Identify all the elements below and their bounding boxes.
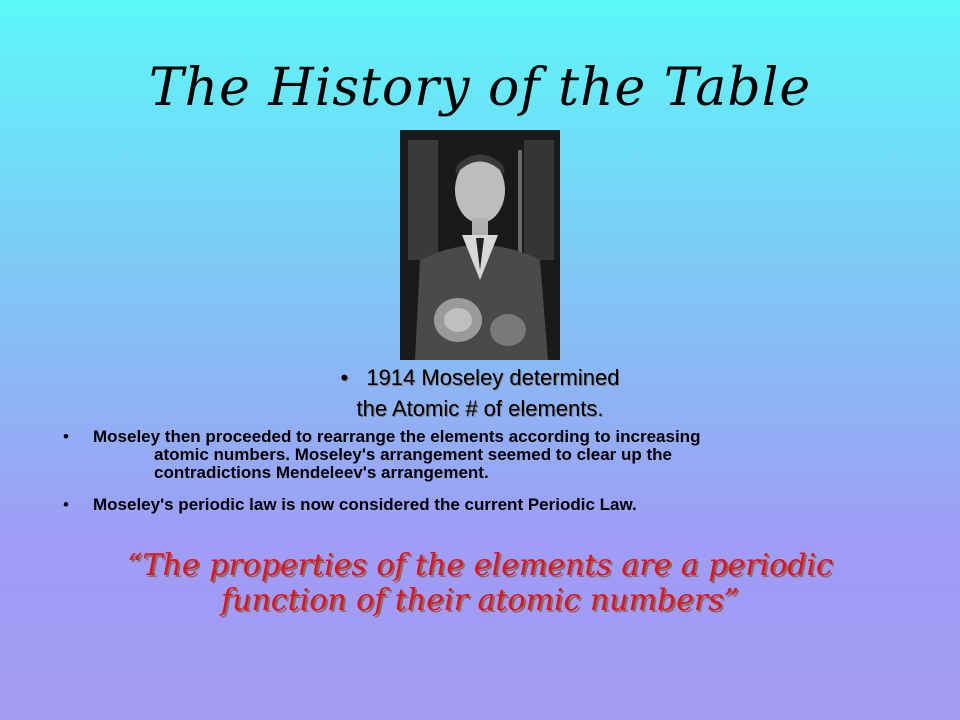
caption-line-2: the Atomic # of elements.	[356, 396, 604, 421]
quote-line-1: “The properties of the elements are a periodic	[127, 548, 833, 583]
caption-bullet: •	[340, 365, 349, 390]
bullet-text-line: contradictions Mendeleev's arrangement.	[154, 463, 489, 482]
bullet-item	[63, 428, 903, 482]
bullet-text-line: atomic numbers. Moseley's arrangement seemed to clear up the	[154, 445, 672, 464]
bullet-item	[63, 496, 903, 514]
caption-bullet-line	[0, 365, 960, 391]
bullet-text-line: Moseley's periodic law is now considered the current Periodic Law.	[93, 495, 637, 514]
moseley-portrait-image	[400, 130, 560, 360]
quote-line-2: function of their atomic numbers”	[221, 583, 739, 618]
portrait-photo-icon	[400, 130, 560, 360]
bullet-text-line: Moseley then proceeded to rearrange the elements according to increasing	[93, 427, 701, 446]
bullet-dot: •	[63, 495, 69, 514]
caption-line-1: 1914 Moseley determined	[366, 365, 620, 390]
bullet-dot: •	[63, 427, 69, 446]
slide-title: The History of the Table	[148, 58, 812, 118]
